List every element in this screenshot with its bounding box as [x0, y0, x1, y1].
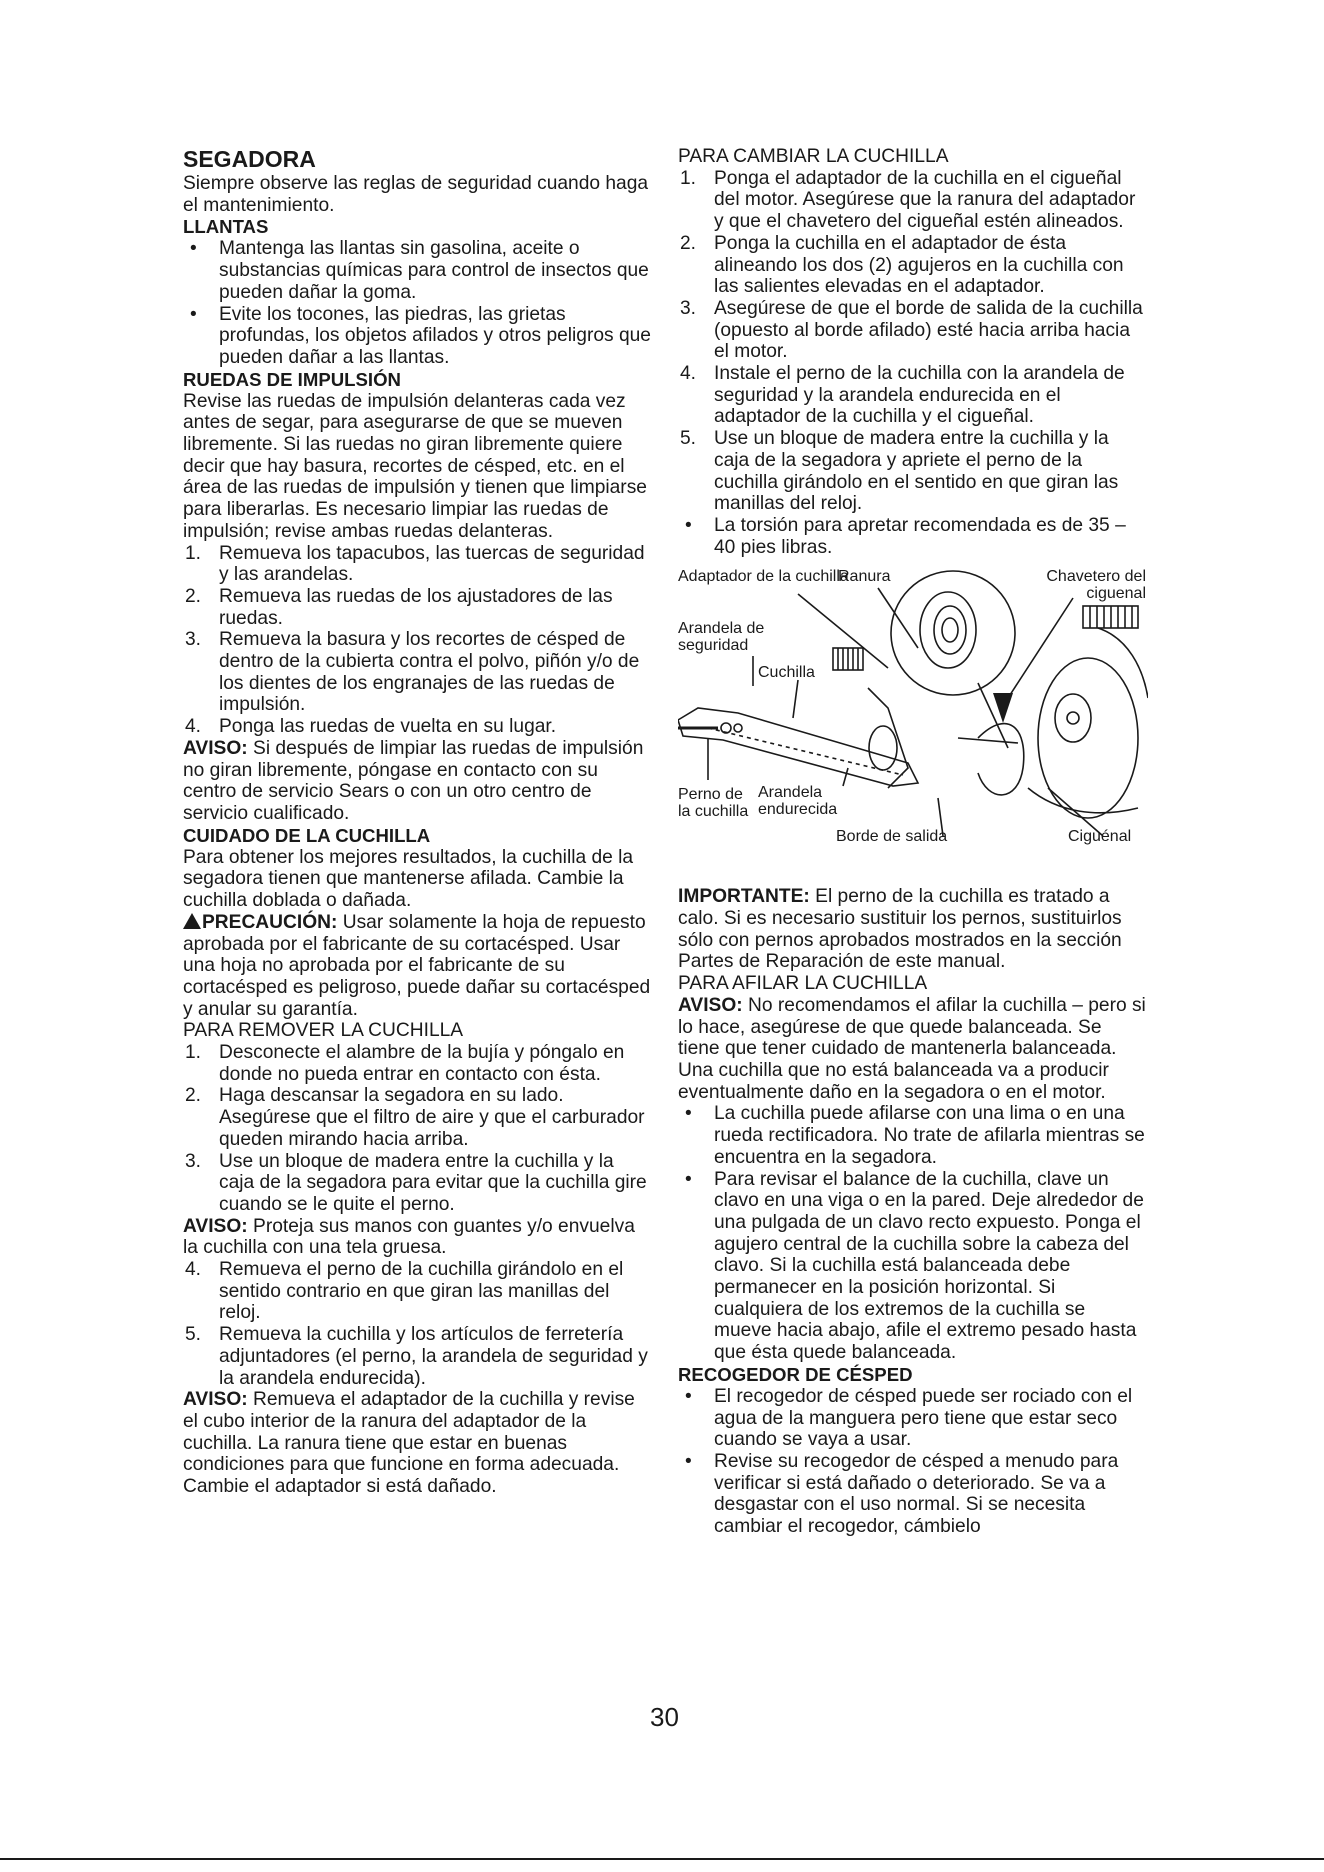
list-item: • La cuchilla puede afilarse con una lima o en una rueda rectificadora. No trate de afilarla mientras se encuentra en la segadora. — [685, 1103, 1145, 1168]
blade-diagram-drawing — [678, 568, 1148, 868]
list-item: • La torsión para apretar recomendada es de 35 – 40 pies libras. — [685, 514, 1126, 558]
list-item: 2. Ponga la cuchilla en el adaptador de ésta alineando los dos (2) agujeros en la cuchilla con las salientes elevadas en el adaptador. — [680, 232, 1124, 298]
heading-remover: PARA REMOVER LA CUCHILLA — [183, 1020, 464, 1042]
heading-cambiar: PARA CAMBIAR LA CUCHILLA — [678, 146, 949, 167]
torsion-list — [678, 515, 1148, 558]
afilar-aviso: AVISO: No recomendamos el afilar la cuchilla – pero si lo hace, asegúrese de que quede balanceada. Se tiene que tener cuidado de mantenerla balanceada. Una cuchilla que no está balanceada va a producir eventualmente daño en la segadora o en el motor. — [678, 994, 1146, 1103]
page-number: 30 — [650, 1702, 679, 1732]
label-arandela-seguridad: Arandela de seguridad — [678, 620, 765, 655]
right-column — [678, 146, 1148, 1538]
warning-icon — [183, 913, 201, 929]
afilar-list — [678, 1103, 1148, 1363]
list-item: • Mantenga las llantas sin gasolina, aceite o substancias químicas para control de insectos que pueden dañar la goma. — [190, 238, 649, 303]
label-adaptador: Adaptador de la cuchilla — [678, 568, 849, 586]
remover-aviso: AVISO: Proteja sus manos con guantes y/o envuelva la cuchilla con una tela gruesa. — [183, 1215, 635, 1259]
list-item: • El recogedor de césped puede ser rociado con el agua de la manguera pero tiene que estar seco cuando se vaya a usar. — [685, 1385, 1133, 1451]
llantas-list — [183, 238, 653, 368]
list-item: 4. Ponga las ruedas de vuelta en su lugar. — [185, 716, 557, 738]
remover-aviso-2: AVISO: Remueva el adaptador de la cuchilla y revise el cubo interior de la ranura del adaptador de la cuchilla. La ranura tiene que estar en buenas condiciones para que funcione en forma adecuada. Cambie el adaptador si está dañado. — [183, 1389, 635, 1498]
list-item: 1. Desconecte el alambre de la bujía y póngalo en donde no pueda entrar en contacto con ésta. — [185, 1042, 625, 1085]
label-perno: Perno de la cuchilla — [678, 786, 749, 821]
ruedas-aviso: AVISO: Si después de limpiar las ruedas de impulsión no giran libremente, póngase en contacto con su centro de servicio Sears o con un otro centro de servicio cualificado. — [183, 737, 644, 824]
list-item: 5. Remueva la cuchilla y los artículos de ferretería adjuntadores (el perno, la arandela de seguridad y la arandela endurecida). — [185, 1324, 648, 1389]
list-item: 1. Remueva los tapacubos, las tuercas de seguridad y las arandelas. — [185, 542, 645, 586]
list-item: • Evite los tocones, las piedras, las grietas profundas, los objetos afilados y otros peligros que pueden dañar a las llantas. — [190, 303, 651, 368]
list-item: 3. Remueva la basura y los recortes de césped de dentro de la cubierta contra el polvo, piñón y/o de los dientes de los engranajes de las ruedas de impulsión. — [185, 629, 640, 716]
segadora-intro: Siempre observe las reglas de seguridad cuando haga el mantenimiento. — [183, 173, 649, 216]
list-item: 2. Haga descansar la segadora en su lado. Asegúrese que el filtro de aire y que el carburador queden mirando hacia arriba. — [185, 1085, 645, 1150]
list-item: 1. Ponga el adaptador de la cuchilla en el cigueñal del motor. Asegúrese que la ranura del adaptador y que el chavetero del cigueñal estén alineados. — [680, 167, 1136, 233]
list-item: • Revise su recogedor de césped a menudo para verificar si está dañado o deteriorado. Se va a desgastar con el uso normal. Si se necesita cambiar el recogedor, cámbielo — [685, 1450, 1119, 1538]
ruedas-steps — [183, 543, 653, 738]
label-arandela-endurecida: Arandela endurecida — [758, 784, 838, 819]
list-item: 2. Remueva las ruedas de los ajustadores de las ruedas. — [185, 585, 613, 629]
label-chavetero: Chavetero del ciguenal — [1046, 568, 1146, 603]
blade-assembly-figure — [678, 568, 1148, 868]
label-borde: Borde de salida — [836, 828, 948, 846]
remover-steps-b — [183, 1259, 653, 1389]
bottom-rule — [0, 1858, 1324, 1860]
remover-steps-a — [183, 1042, 653, 1216]
left-column — [183, 146, 653, 1498]
ruedas-body: Revise las ruedas de impulsión delanteras cada vez antes de segar, para asegurarse de que se mueven libremente. Si las ruedas no giran libremente quiere decir que hay basura, recortes de césped, etc. en el área de las ruedas de impulsión y tienen que limpiarse para liberarlas. Es necesario limpiar las ruedas de impulsión; revise ambas ruedas delanteras. — [183, 390, 647, 542]
label-ciguenal: Ciguénal — [1068, 828, 1132, 846]
list-item: • Para revisar el balance de la cuchilla, clave un clavo en una viga o en la pared. Deje alrededor de una pulgada de un clavo recto expuesto. Ponga el agujero central de la cuchilla sobre la cabeza del clavo. Si la cuchilla está balanceada debe permanecer en la posición horizontal. Si cualquiera de los extremos de la cuchilla se mueve hacia abajo, afile el extremo pesado hasta que ésta quede balanceada. — [685, 1168, 1144, 1364]
section-title-segadora: SEGADORA — [183, 146, 316, 172]
heading-afilar: PARA AFILAR LA CUCHILLA — [678, 973, 928, 995]
list-item: 3. Use un bloque de madera entre la cuchilla y la caja de la segadora para evitar que la cuchilla gire cuando se le quite el perno. — [185, 1150, 647, 1215]
recogedor-list — [678, 1386, 1148, 1538]
list-item: 4. Remueva el perno de la cuchilla girándolo en el sentido contrario en que giran las manillas del reloj. — [185, 1259, 624, 1324]
heading-recogedor: RECOGEDOR DE CÉSPED — [678, 1363, 913, 1385]
heading-llantas: LLANTAS — [183, 216, 269, 238]
importante-note: IMPORTANTE: El perno de la cuchilla es tratado a calo. Si es necesario sustituir los pernos, sustituirlos sólo con pernos aprobados mostrados en la sección Partes de Reparación de este manual. — [678, 886, 1122, 973]
label-ranura: Ranura — [838, 568, 891, 586]
heading-ruedas: RUEDAS DE IMPULSIÓN — [183, 368, 401, 390]
cuidado-body: Para obtener los mejores resultados, la cuchilla de la segadora tienen que mantenerse afilada. Cambie la cuchilla doblada o dañada. — [183, 846, 634, 912]
heading-cuidado: CUIDADO DE LA CUCHILLA — [183, 824, 431, 846]
list-item: 4. Instale el perno de la cuchilla con la arandela de seguridad y la arandela endurecida en el adaptador de la cuchilla y el cigueñal. — [680, 363, 1125, 428]
list-item: 5. Use un bloque de madera entre la cuchilla y la caja de la segadora y apriete el perno de la cuchilla girándolo en el sentido en que giran las manillas del reloj. — [680, 428, 1119, 515]
precaucion-note: PRECAUCIÓN: Usar solamente la hoja de repuesto aprobada por el fabricante de su cortacésped. Usar una hoja no aprobada por el fabricante de su cortacésped es peligroso, puede dañar su cortacésped y anular su garantía. — [183, 911, 651, 1020]
cambiar-steps — [678, 168, 1148, 515]
label-cuchilla: Cuchilla — [758, 664, 815, 682]
list-item: 3. Asegúrese de que el borde de salida de la cuchilla (opuesto al borde afilado) esté hacia arriba hacia el motor. — [680, 297, 1143, 363]
